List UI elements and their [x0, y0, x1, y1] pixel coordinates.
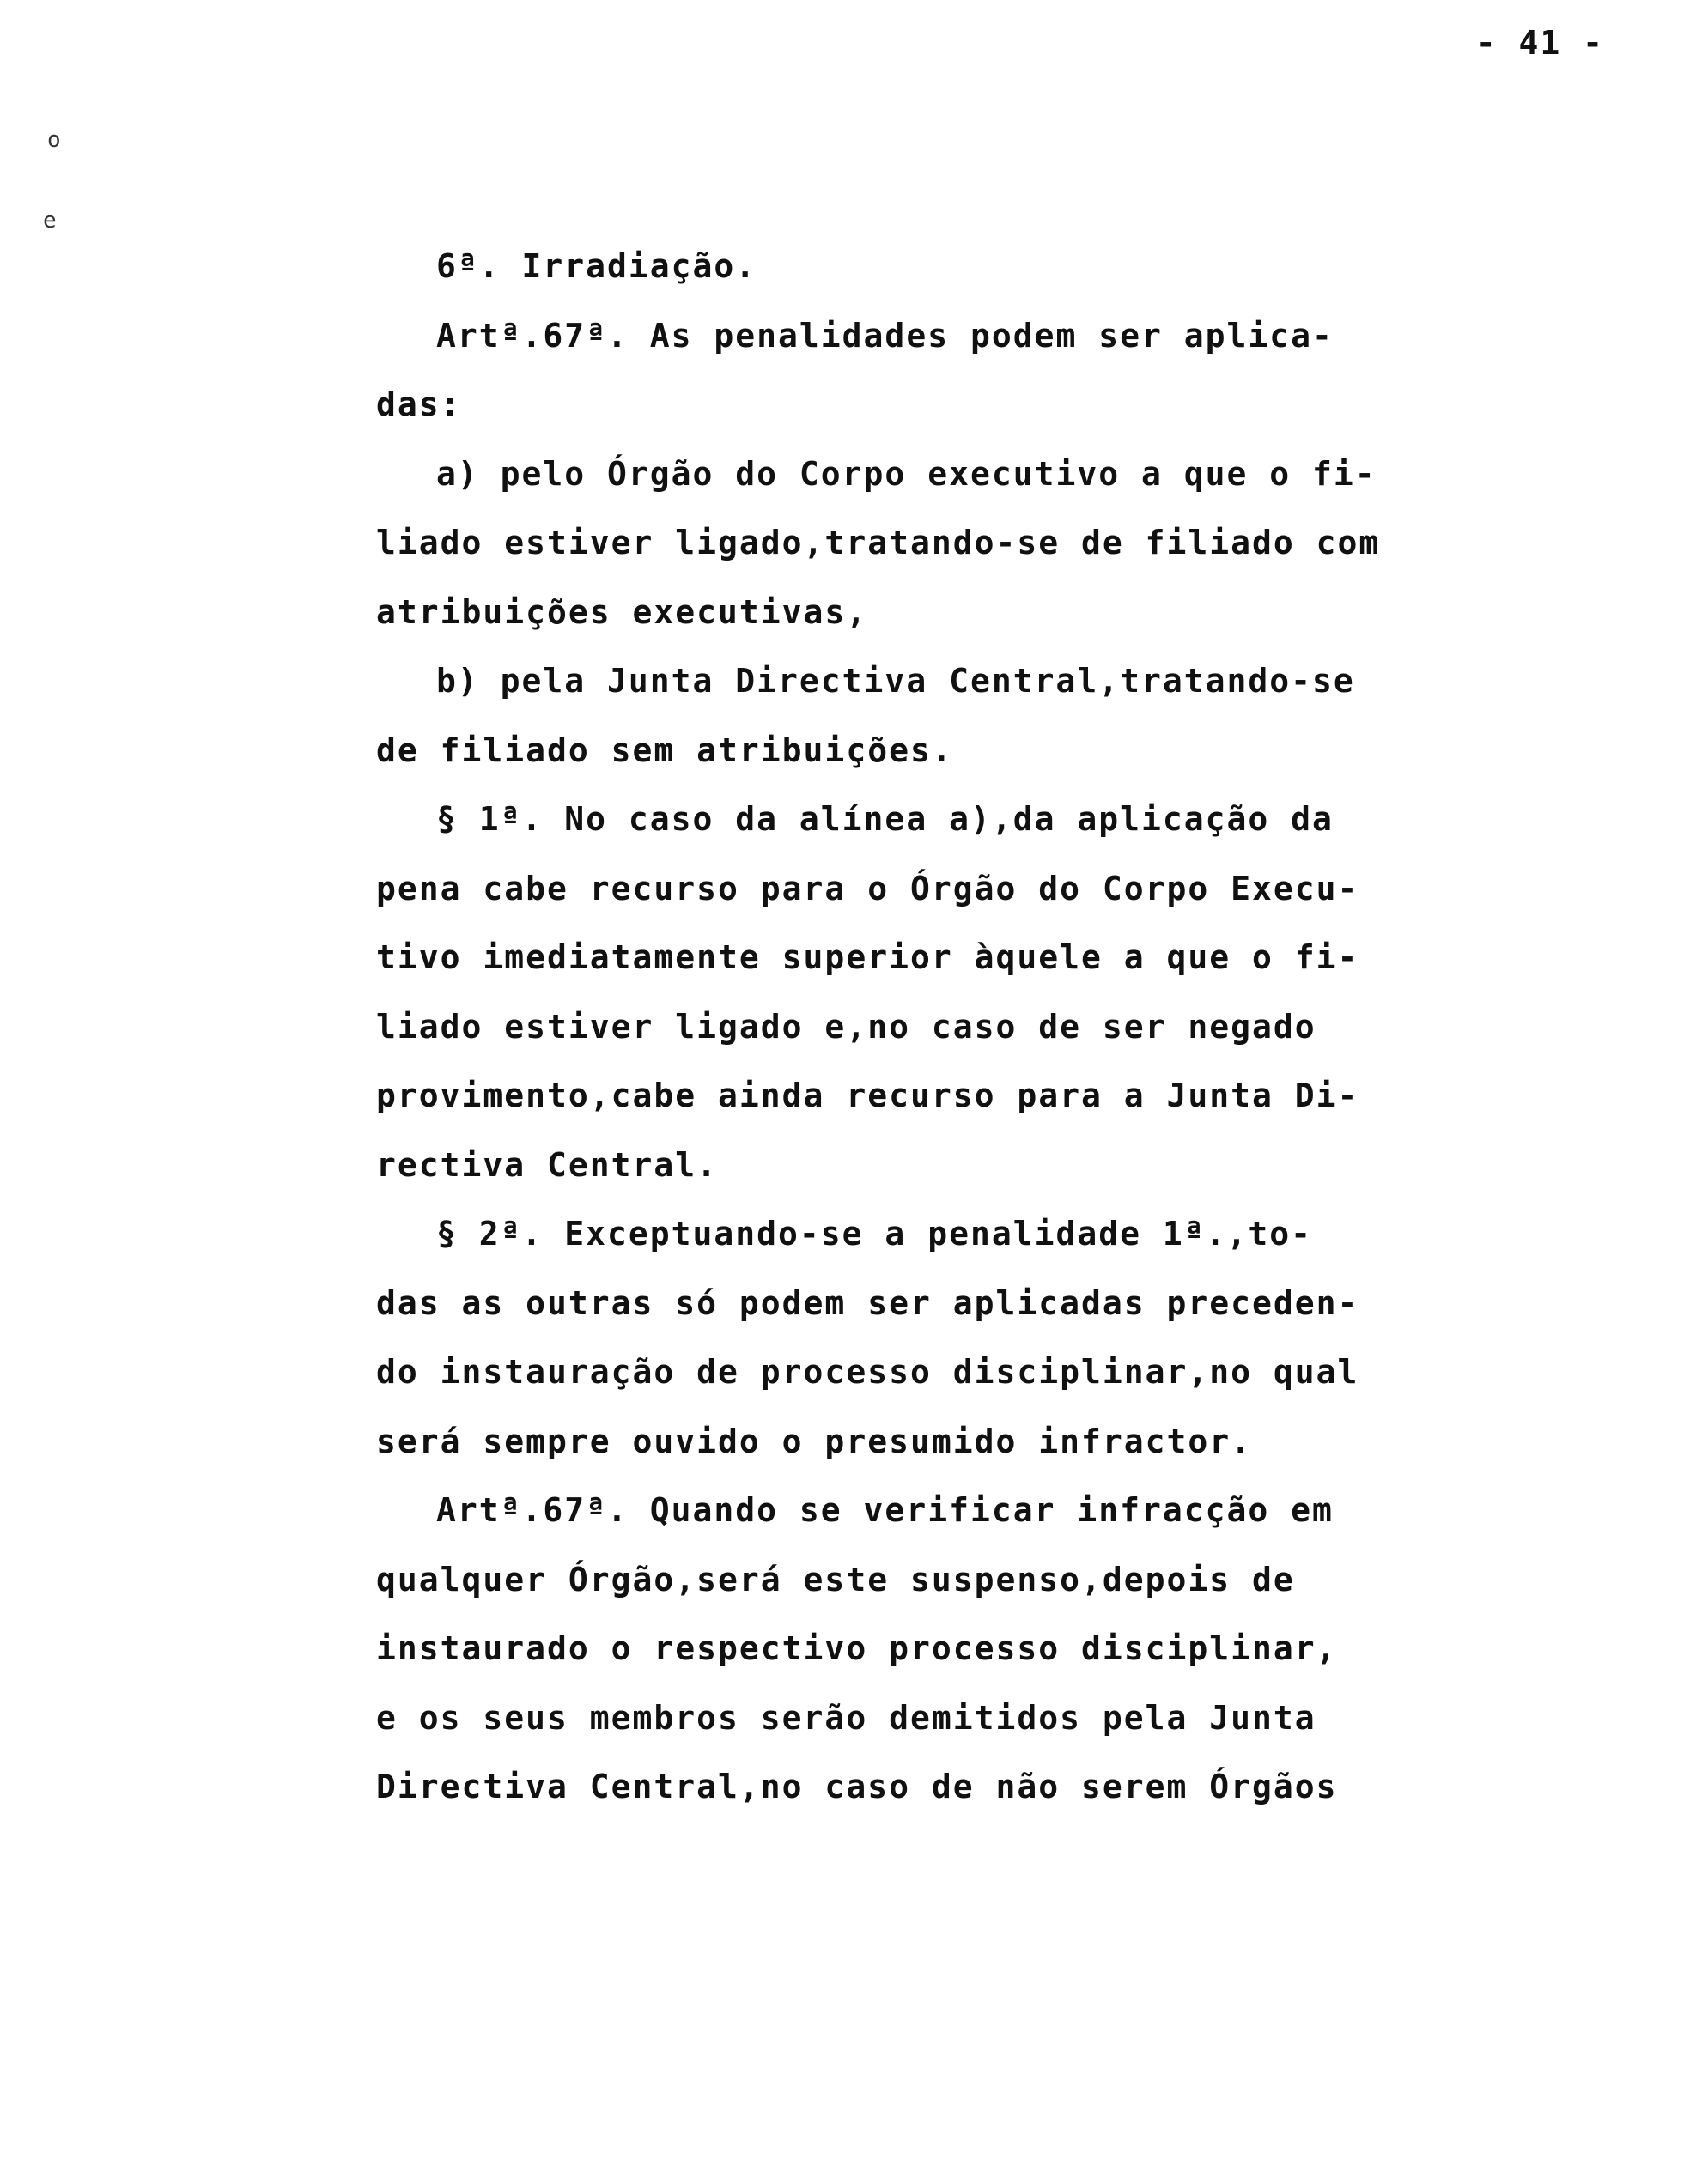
text-line: e os seus membros serão demitidos pela Junta — [376, 1698, 1316, 1737]
text-line: pena cabe recurso para o Órgão do Corpo Execu- — [376, 869, 1359, 907]
text-line: instaurado o respectivo processo disciplinar, — [376, 1629, 1338, 1667]
text-line: a) pelo Órgão do Corpo executivo a que o fi- — [436, 454, 1377, 493]
text-line: das as outras só podem ser aplicadas preceden- — [376, 1283, 1359, 1322]
text-line: rectiva Central. — [376, 1145, 719, 1184]
text-line: 6ª. Irradiação. — [436, 247, 757, 285]
text-line: Artª.67ª. Quando se verificar infracção em — [436, 1491, 1334, 1529]
text-line: Artª.67ª. As penalidades podem ser aplica- — [436, 316, 1334, 355]
text-line: atribuições executivas, — [376, 592, 868, 631]
text-line: de filiado sem atribuições. — [376, 731, 953, 769]
text-line: b) pela Junta Directiva Central,tratando-se — [436, 662, 1355, 700]
text-line: liado estiver ligado e,no caso de ser negado — [376, 1007, 1316, 1046]
text-line: § 2ª. Exceptuando-se a penalidade 1ª.,to- — [436, 1215, 1312, 1253]
text-line: do instauração de processo disciplinar,no qual — [376, 1353, 1359, 1391]
text-line: qualquer Órgão,será este suspenso,depois de — [376, 1560, 1295, 1599]
text-line: Directiva Central,no caso de não serem Órgãos — [376, 1768, 1338, 1805]
text-line: § 1ª. No caso da alínea a),da aplicação da — [436, 800, 1334, 838]
text-line: será sempre ouvido o presumido infractor. — [376, 1422, 1252, 1460]
text-line: das: — [376, 385, 462, 423]
text-line: provimento,cabe ainda recurso para a Junta Di- — [376, 1077, 1359, 1114]
margin-mark: o — [47, 127, 61, 153]
document-body — [376, 232, 1381, 1822]
page-number: - 41 - — [1475, 24, 1604, 62]
text-line: liado estiver ligado,tratando-se de filiado com — [376, 524, 1381, 561]
margin-mark: e — [43, 208, 57, 234]
text-line: tivo imediatamente superior àquele a que o fi- — [376, 938, 1359, 976]
